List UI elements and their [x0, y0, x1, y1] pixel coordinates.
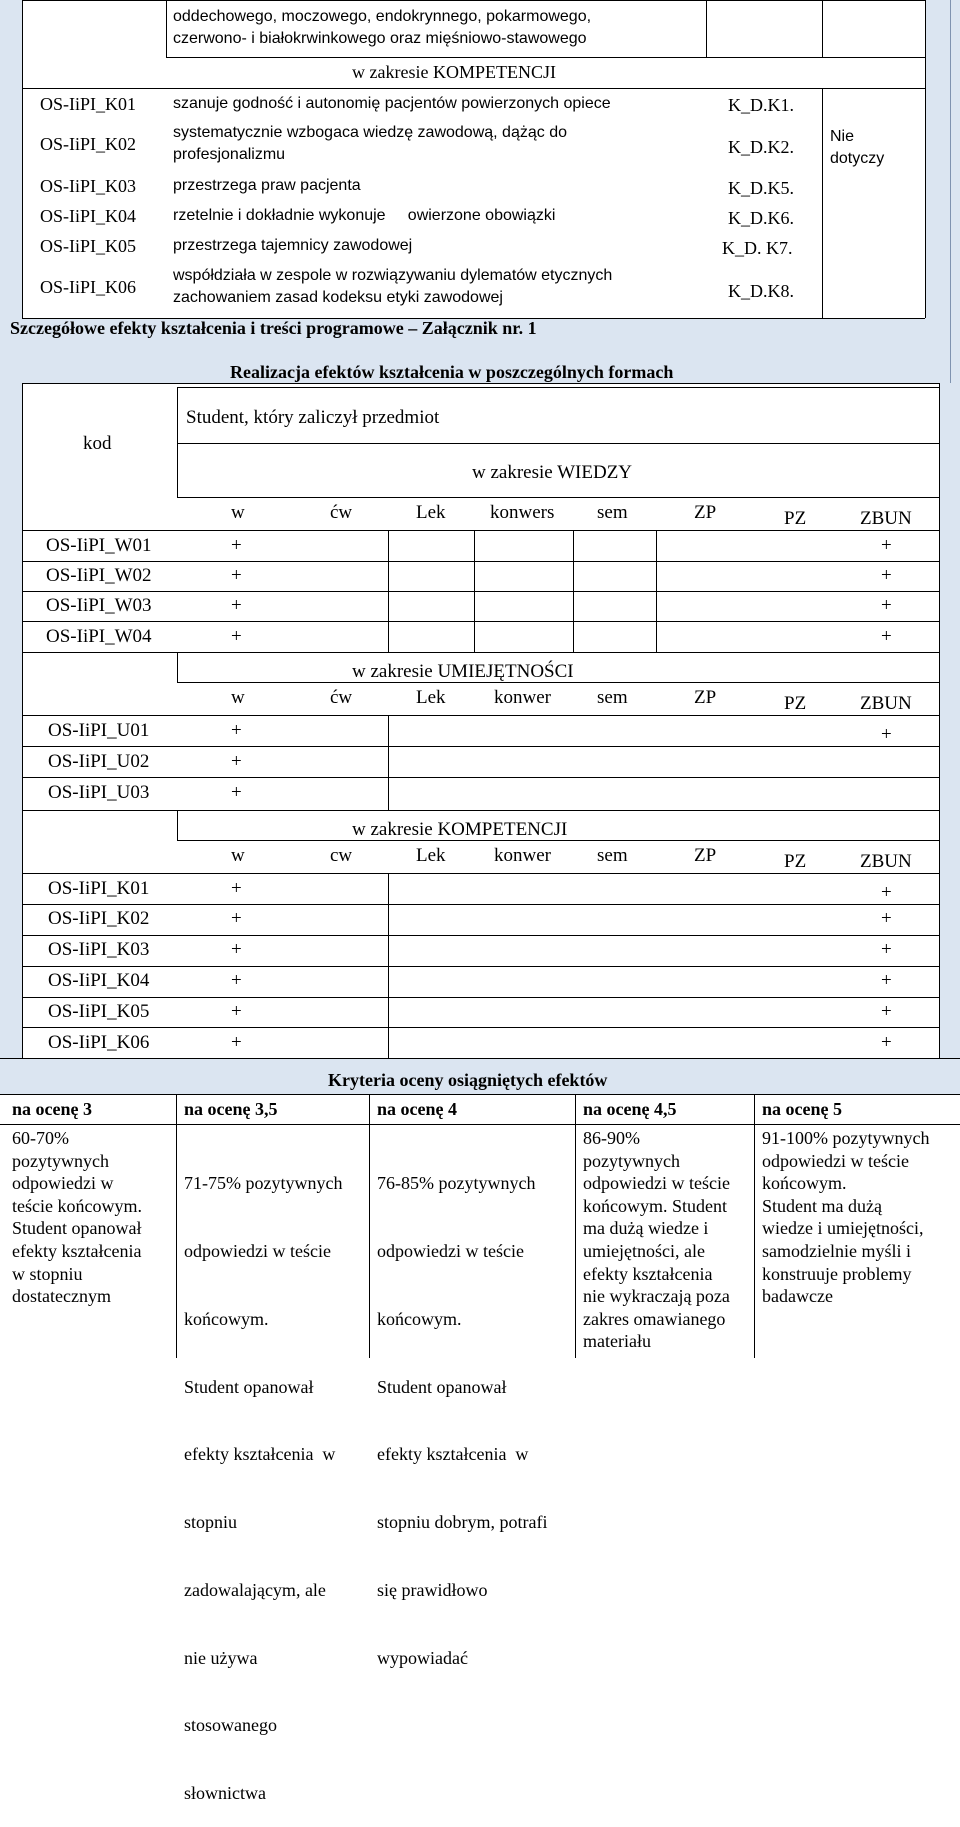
realization-left-shade [0, 383, 22, 1058]
description-line: odpowiedzi w teście [583, 1173, 730, 1194]
mark-zbun: + [881, 565, 892, 586]
description-line: odpowiedzi w teście [184, 1240, 331, 1261]
col-sem: sem [597, 502, 628, 523]
grade-description [12, 1127, 142, 1308]
description-line: zadowalającym, ale [184, 1579, 326, 1600]
description-line: odpowiedzi w teście [377, 1240, 524, 1261]
continuation-line-1: oddechowego, moczowego, endokrynnego, pokarmowego, [173, 8, 592, 25]
col-konwer: konwer [494, 845, 551, 866]
description-line: 91-100% pozytywnych [762, 1128, 930, 1148]
mark-zbun: + [881, 595, 892, 616]
col-w: w [231, 687, 245, 708]
row-code: OS-IiPI_W01 [46, 535, 152, 556]
description-line: końcowym. [184, 1308, 269, 1329]
description-line: końcowym. [377, 1308, 462, 1329]
col-zbun: ZBUN [860, 508, 912, 529]
col-sem: sem [597, 687, 628, 708]
description-line: Student opanował [184, 1376, 314, 1397]
grade-description [377, 1127, 547, 1692]
row-code: OS-IiPI_K05 [48, 1001, 150, 1022]
row-desc [173, 265, 612, 309]
description-line: 60-70% [12, 1128, 69, 1148]
row-desc: przestrzega praw pacjenta [173, 177, 361, 194]
description-line: 86-90% [583, 1128, 640, 1148]
description-line: ma dużą wiedze i [583, 1218, 709, 1239]
mark-w: + [231, 535, 242, 556]
row-code: OS-IiPI_K02 [48, 908, 150, 929]
col-pz: PZ [784, 508, 807, 529]
row-code: OS-IiPI_K04 [48, 970, 150, 991]
description-line: Student opanował [377, 1376, 507, 1397]
description-line: dostatecznym [12, 1286, 111, 1307]
row-code: OS-IiPI_K03 [48, 939, 150, 960]
realization-right-shade [939, 383, 960, 1058]
continuation-line-2: czerwono- i białokrwinkowego oraz mięśniowo-stawowego [173, 30, 587, 47]
row-ref: K_D.K6. [728, 208, 794, 228]
continuation-text [173, 6, 591, 50]
col-zp: ZP [694, 845, 717, 866]
row-desc: szanuje godność i autonomię pacjentów powierzonych opiece [173, 95, 611, 112]
col-pz: PZ [784, 693, 807, 714]
realization-title: Realizacja efektów kształcenia w poszczególnych formach [230, 362, 674, 382]
col-zbun: ZBUN [860, 851, 912, 872]
mark-w: + [231, 782, 242, 803]
mark-w: + [231, 1001, 242, 1022]
row-code: OS-IiPI_U02 [48, 751, 150, 772]
description-line: Student ma dużą [762, 1195, 882, 1216]
description-line: efekty kształcenia [12, 1240, 142, 1261]
nie-dotyczy-note [830, 126, 884, 170]
mark-zbun: + [881, 882, 892, 903]
row-desc: przestrzega tajemnicy zawodowej [173, 237, 413, 254]
row-desc-line: zachowaniem zasad kodeksu etyki zawodowej [173, 289, 503, 306]
description-line: w stopniu [12, 1263, 83, 1284]
description-line: konstruuje problemy [762, 1263, 912, 1284]
row-desc [173, 122, 567, 166]
mark-w: + [231, 626, 242, 647]
description-line: nie wykraczają poza [583, 1286, 730, 1307]
description-line: wypowiadać [377, 1647, 468, 1668]
description-line: teście końcowym. [12, 1195, 142, 1216]
grade-label-4-5: na ocenę 4,5 [583, 1099, 677, 1119]
grade-label-5: na ocenę 5 [762, 1099, 842, 1119]
description-line: efekty kształcenia w [377, 1444, 529, 1465]
description-line: badawcze [762, 1286, 833, 1307]
description-line: odpowiedzi w teście [762, 1150, 909, 1171]
mark-w: + [231, 939, 242, 960]
col-pz: PZ [784, 851, 807, 872]
col-cw: ćw [330, 502, 353, 523]
description-line: się prawidłowo [377, 1579, 488, 1600]
description-line: efekty kształcenia w [184, 1444, 336, 1465]
description-line: końcowym. Student [583, 1195, 727, 1216]
col-sem: sem [597, 845, 628, 866]
row-ref: K_D.K5. [728, 178, 794, 198]
description-line: 71-75% pozytywnych [184, 1173, 343, 1194]
row-code: OS-IiPI_W04 [46, 626, 152, 647]
mark-w: + [231, 720, 242, 741]
mark-zbun: + [881, 908, 892, 929]
row-desc-line: systematycznie wzbogaca wiedzę zawodową, dążąc do [173, 124, 567, 141]
row-code: OS-IiPI_W03 [46, 595, 152, 616]
description-line: odpowiedzi w [12, 1173, 114, 1194]
col-w: w [231, 502, 245, 523]
description-line: stopniu [184, 1512, 238, 1533]
row-desc: rzetelnie i dokładnie wykonuje owierzone obowiązki [173, 207, 556, 224]
section-header-wiedzy: w zakresie WIEDZY [472, 462, 633, 483]
row-desc-line: współdziała w zespole w rozwiązywaniu dylematów etycznych [173, 267, 613, 284]
mark-zbun: + [881, 535, 892, 556]
mark-w: + [231, 1032, 242, 1053]
section-header-kompetencji: w zakresie KOMPETENCJI [352, 819, 568, 840]
description-line: umiejętności, ale [583, 1240, 705, 1261]
row-desc-line: profesjonalizmu [173, 146, 286, 163]
mark-zbun: + [881, 970, 892, 991]
col-w: w [231, 845, 245, 866]
kod-header: kod [83, 433, 112, 454]
description-line: nie używa [184, 1647, 258, 1668]
description-line: 76-85% pozytywnych [377, 1173, 536, 1194]
row-code: OS-IiPI_K06 [40, 277, 137, 297]
criteria-title: Kryteria oceny osiągniętych efektów [328, 1070, 608, 1090]
grade-label-4: na ocenę 4 [377, 1099, 457, 1119]
row-ref: K_D.K1. [728, 95, 794, 115]
mark-zbun: + [881, 626, 892, 647]
row-code: OS-IiPI_U03 [48, 782, 150, 803]
row-code: OS-IiPI_K03 [40, 176, 137, 196]
description-line: efekty kształcenia [583, 1263, 713, 1284]
mark-w: + [231, 751, 242, 772]
competence-header: w zakresie KOMPETENCJI [352, 62, 556, 82]
row-code: OS-IiPI_K05 [40, 236, 137, 256]
row-ref: K_D. K7. [722, 238, 793, 258]
description-line: stopniu dobrym, potrafi [377, 1512, 548, 1533]
grade-description [583, 1127, 730, 1353]
row-code: OS-IiPI_W02 [46, 565, 152, 586]
grade-label-3: na ocenę 3 [12, 1099, 92, 1119]
description-line: słownictwa [184, 1783, 266, 1804]
description-line: końcowym. [762, 1173, 847, 1194]
row-code: OS-IiPI_K01 [48, 878, 150, 899]
description-line: zakres omawianego [583, 1308, 726, 1329]
col-konwers: konwers [490, 502, 555, 523]
description-line: pozytywnych [583, 1150, 680, 1171]
description-line: materiału [583, 1331, 651, 1352]
col-konwer: konwer [494, 687, 551, 708]
mark-w: + [231, 878, 242, 899]
row-code: OS-IiPI_K02 [40, 134, 137, 154]
mark-w: + [231, 565, 242, 586]
grade-label-3-5: na ocenę 3,5 [184, 1099, 278, 1119]
description-line: Student opanował [12, 1218, 142, 1239]
mark-w: + [231, 970, 242, 991]
mark-zbun: + [881, 939, 892, 960]
grade-description [762, 1127, 929, 1308]
description-line: pozytywnych [12, 1150, 109, 1171]
description-line: stosowanego [184, 1715, 277, 1736]
col-zbun: ZBUN [860, 693, 912, 714]
col-cw: ćw [330, 687, 353, 708]
nie-dotyczy-line: dotyczy [830, 150, 885, 167]
col-lek: Lek [416, 687, 446, 708]
details-line: Szczegółowe efekty kształcenia i treści programowe – Załącznik nr. 1 [10, 318, 537, 338]
student-header: Student, który zaliczył przedmiot [186, 407, 440, 428]
row-ref: K_D.K2. [728, 137, 794, 157]
row-code: OS-IiPI_U01 [48, 720, 150, 741]
mark-zbun: + [881, 1001, 892, 1022]
mark-w: + [231, 908, 242, 929]
description-line: samodzielnie myśli i [762, 1240, 911, 1261]
col-cw: cw [330, 845, 353, 866]
row-ref: K_D.K8. [728, 281, 794, 301]
col-lek: Lek [416, 845, 446, 866]
row-code: OS-IiPI_K01 [40, 94, 137, 114]
row-code: OS-IiPI_K06 [48, 1032, 150, 1053]
col-lek: Lek [416, 502, 446, 523]
nie-dotyczy-line: Nie [830, 128, 855, 145]
description-line: wiedze i umiejętności, [762, 1218, 924, 1239]
col-zp: ZP [694, 502, 717, 523]
grade-description [184, 1127, 342, 1827]
col-zp: ZP [694, 687, 717, 708]
mark-zbun: + [881, 724, 892, 745]
mark-zbun: + [881, 1032, 892, 1053]
section-header-umiejetnosci: w zakresie UMIEJĘTNOŚCI [352, 661, 574, 682]
mark-w: + [231, 595, 242, 616]
row-code: OS-IiPI_K04 [40, 206, 137, 226]
